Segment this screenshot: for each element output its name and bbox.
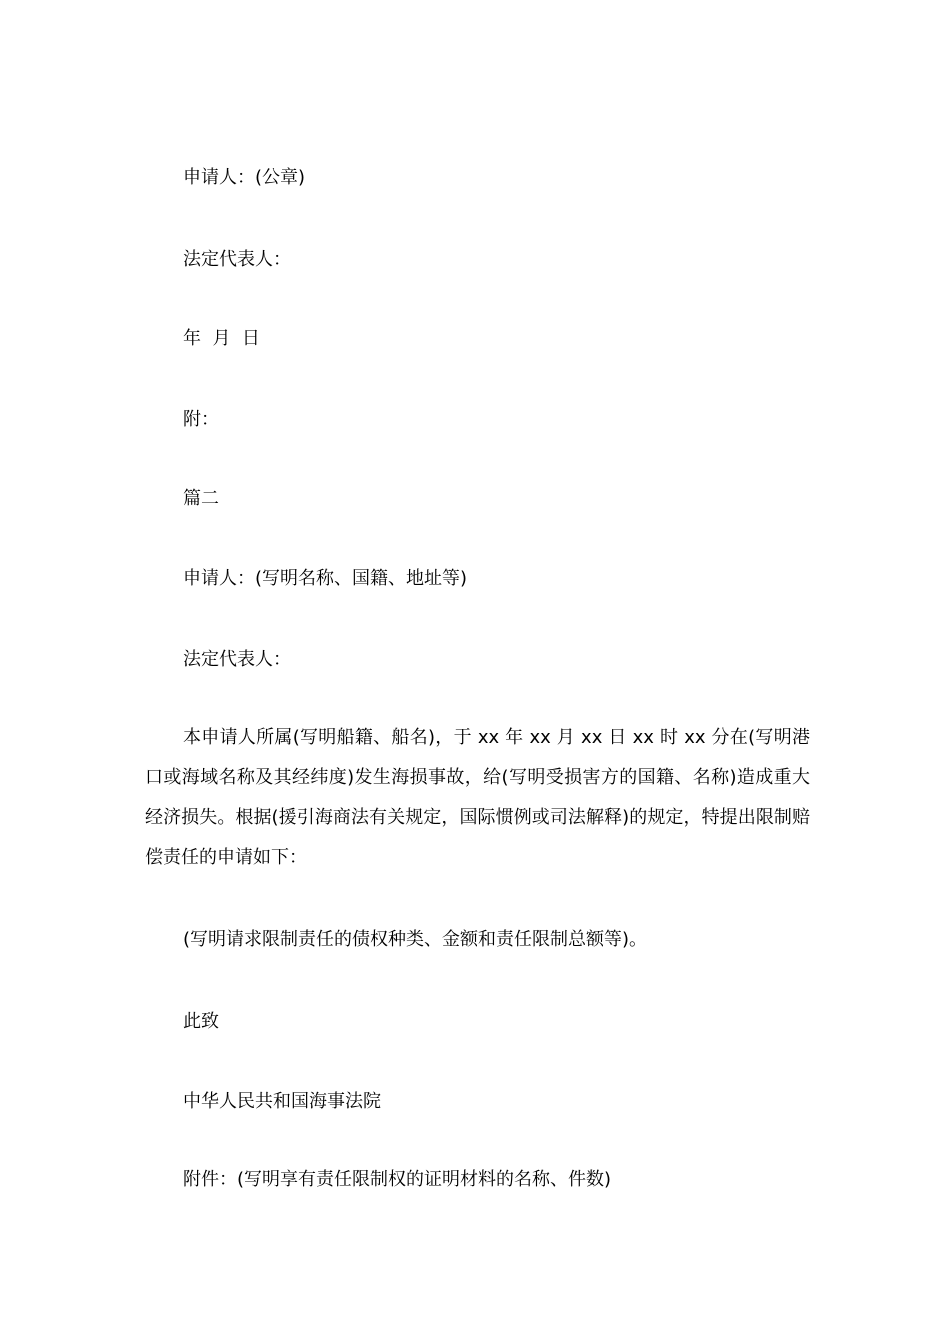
legal-representative-line-2: 法定代表人： [183,649,291,670]
salutation-line: 此致 [183,1011,219,1032]
date-line: 年 月 日 [183,328,260,349]
applicant-details-line: 申请人：(写明名称、国籍、地址等) [183,568,468,589]
section-heading: 篇二 [183,488,219,509]
legal-representative-line: 法定代表人： [183,249,291,270]
applicant-seal-line: 申请人：(公章) [183,167,306,188]
attachment-label: 附： [183,409,219,430]
court-name-line: 中华人民共和国海事法院 [183,1091,381,1112]
attachment-detail-line: 附件：(写明享有责任限制权的证明材料的名称、件数) [183,1169,612,1190]
claim-detail-line: (写明请求限制责任的债权种类、金额和责任限制总额等)。 [183,929,648,950]
application-body-paragraph: 本申请人所属(写明船籍、船名)，于 xx 年 xx 月 xx 日 xx 时 xx 分在(写明港口或海域名称及其经纬度)发生海损事故，给(写明受损害方的国籍、名称)造成重大经济损失。根据(援引海商法有关规定，国际惯例或司法解释)的规定，特提出限制赔偿责任的申请如下： [145,727,810,868]
